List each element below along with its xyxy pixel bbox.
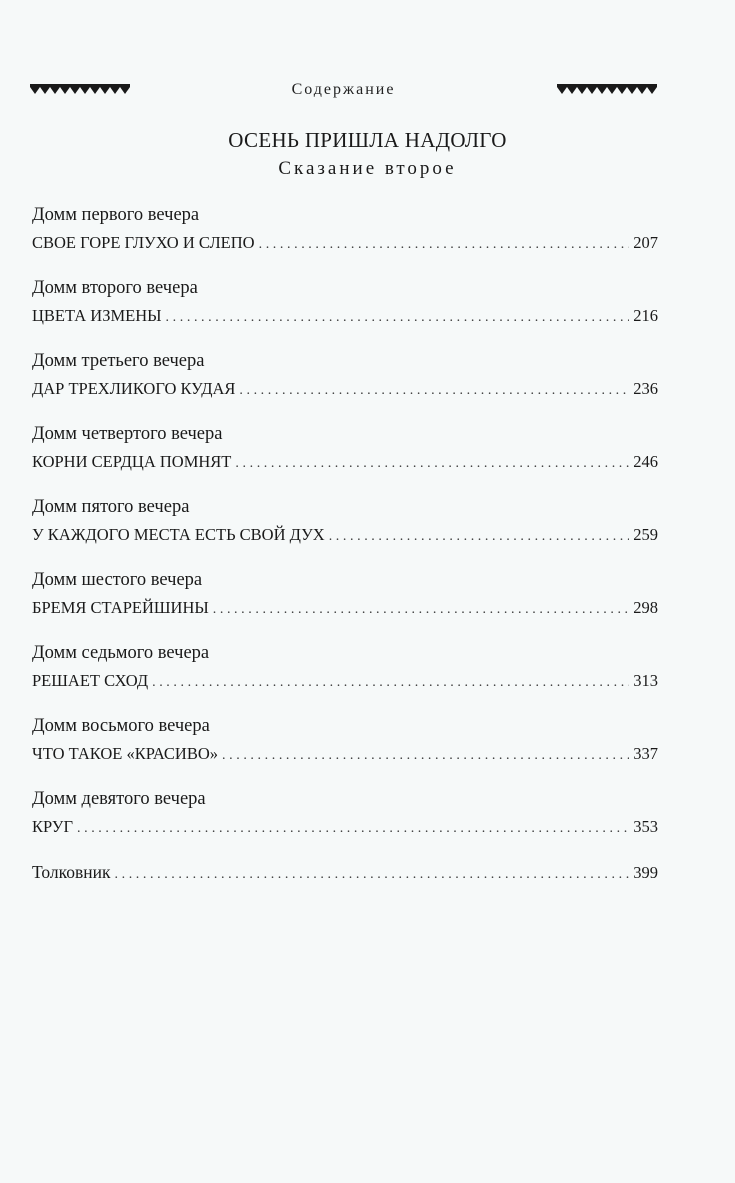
toc-entry[interactable] — [32, 595, 658, 625]
toc-entry[interactable] — [32, 376, 658, 406]
entry-title: КРУГ — [32, 817, 73, 836]
toc-group-8 — [32, 713, 658, 786]
toc-group-3 — [32, 348, 658, 421]
dot-leader — [213, 597, 630, 623]
dot-leader — [259, 232, 630, 258]
toc-entry-glossary[interactable] — [32, 859, 658, 889]
zigzag-ornament-left-icon — [30, 84, 130, 96]
chapter-label: Домм второго вечера — [32, 278, 198, 298]
toc-entry[interactable] — [32, 668, 658, 698]
chapter-label: Домм первого вечера — [32, 205, 200, 225]
chapter-label: Домм седьмого вечера — [32, 643, 210, 663]
toc-group-4 — [32, 421, 658, 494]
dot-leader — [239, 378, 629, 404]
entry-title: РЕШАЕТ СХОД — [32, 671, 149, 690]
toc-entry[interactable] — [32, 741, 658, 771]
page-number: 298 — [633, 598, 658, 617]
toc-group-2 — [32, 275, 658, 348]
toc-group-5 — [32, 494, 658, 567]
toc-entry[interactable] — [32, 230, 658, 260]
toc-group-9 — [32, 786, 658, 859]
page-number: 337 — [633, 744, 658, 763]
running-title: Содержание — [291, 81, 396, 98]
entry-title: ЦВЕТА ИЗМЕНЫ — [32, 306, 162, 325]
dot-leader — [115, 862, 630, 888]
entry-title: ДАР ТРЕХЛИКОГО КУДАЯ — [32, 379, 236, 398]
toc-group-6 — [32, 567, 658, 640]
page-number: 313 — [633, 671, 658, 690]
entry-title: СВОЕ ГОРЕ ГЛУХО И СЛЕПО — [32, 233, 255, 252]
part-title: ОСЕНЬ ПРИШЛА НАДОЛГО — [228, 128, 507, 152]
page-number: 259 — [633, 525, 658, 544]
dot-leader — [77, 816, 629, 842]
chapter-label: Домм шестого вечера — [32, 570, 203, 590]
chapter-label: Домм четвертого вечера — [32, 424, 223, 444]
toc-entry[interactable] — [32, 522, 658, 552]
page-number: 399 — [633, 863, 658, 882]
toc-group-7 — [32, 640, 658, 713]
page-number: 353 — [633, 817, 658, 836]
toc-group-1 — [32, 202, 658, 275]
chapter-label: Домм пятого вечера — [32, 497, 190, 517]
entry-title: КОРНИ СЕРДЦА ПОМНЯТ — [32, 452, 232, 471]
table-of-contents — [32, 202, 658, 889]
dot-leader — [329, 524, 630, 550]
entry-title: БРЕМЯ СТАРЕЙШИНЫ — [32, 598, 209, 617]
page-number: 207 — [633, 233, 658, 252]
chapter-label: Домм третьего вечера — [32, 351, 205, 371]
entry-title: ЧТО ТАКОЕ «КРАСИВО» — [32, 744, 219, 763]
chapter-label: Домм восьмого вечера — [32, 716, 210, 736]
entry-title: У КАЖДОГО МЕСТА ЕСТЬ СВОЙ ДУХ — [32, 525, 325, 544]
dot-leader — [222, 743, 629, 769]
running-head — [30, 78, 657, 102]
zigzag-ornament-right-icon — [557, 84, 657, 96]
dot-leader — [152, 670, 629, 696]
page-number: 246 — [633, 452, 658, 471]
toc-entry[interactable] — [32, 303, 658, 333]
dot-leader — [235, 451, 629, 477]
dot-leader — [166, 305, 630, 331]
page-number: 216 — [633, 306, 658, 325]
entry-title: Толковник — [32, 862, 111, 882]
page-number: 236 — [633, 379, 658, 398]
chapter-label: Домм девятого вечера — [32, 789, 206, 809]
toc-entry[interactable] — [32, 449, 658, 479]
part-subtitle: Сказание второе — [278, 158, 457, 179]
toc-entry[interactable] — [32, 814, 658, 844]
